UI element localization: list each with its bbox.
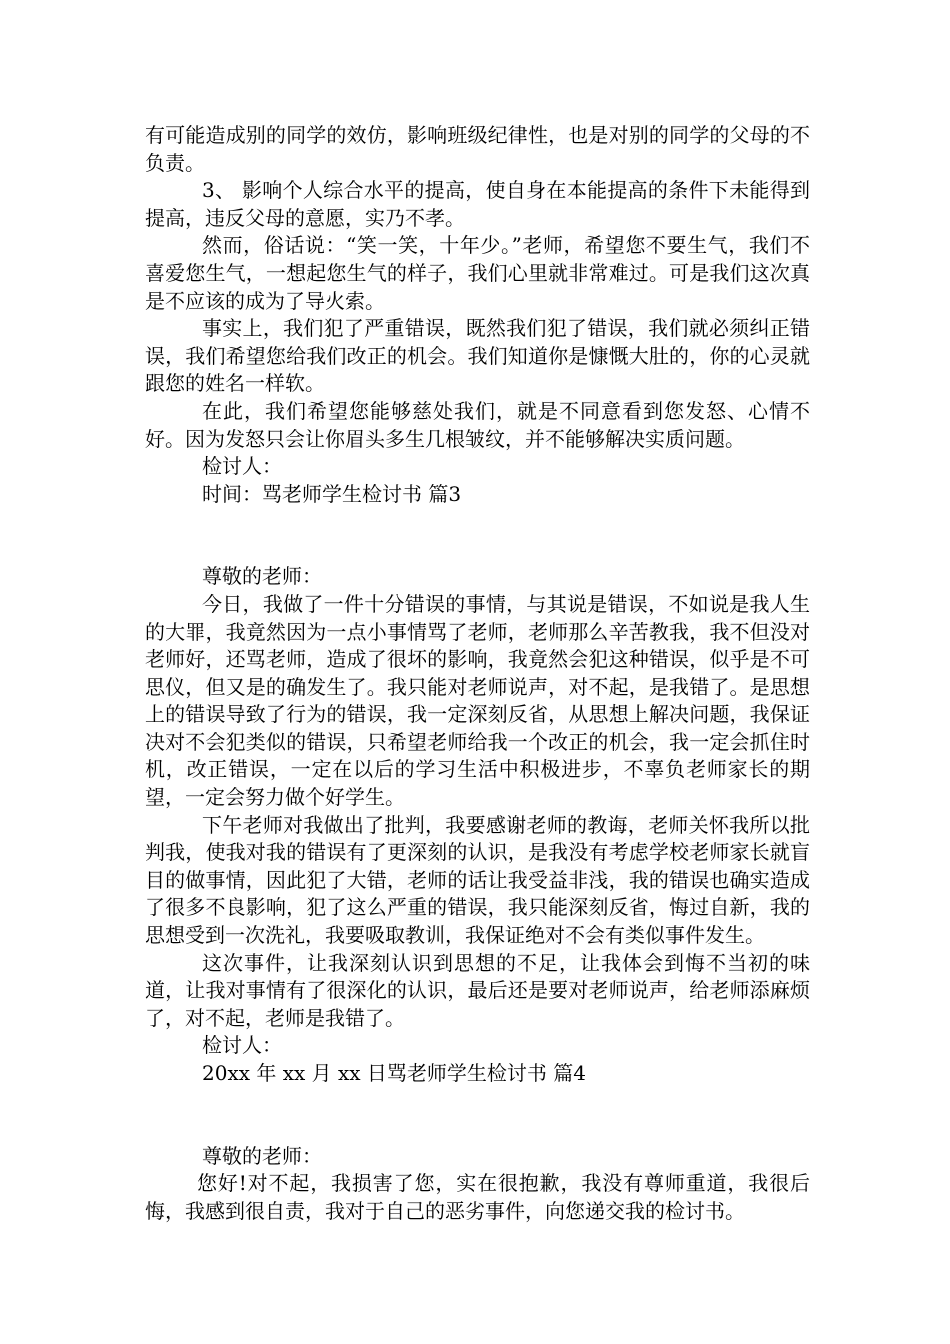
paragraph-in-fact: 事实上，我们犯了严重错误，既然我们犯了错误，我们就必须纠正错误，我们希望您给我们改正的机会。我们知道你是慷慨大肚的，你的心灵就跟您的姓名一样软。 xyxy=(145,316,810,396)
paragraph-afternoon: 下午老师对我做出了批判，我要感谢老师的教诲，老师关怀我所以批判我，使我对我的错误有了更深刻的认识，是我没有考虑学校老师家长就盲目的做事情，因此犯了大错，老师的话让我受益非浅，我的错误也确实造成了很多不良影响，犯了这么严重的错误，我只能深刻反省，悔过自新，我的思想受到一次洗礼，我要吸取教训，我保证绝对不会有类似事件发生。 xyxy=(145,812,810,948)
signature-reviewer: 检讨人： xyxy=(202,1033,282,1058)
section-heading-4: 20xx 年 xx 月 xx 日骂老师学生检讨书 篇4 xyxy=(202,1061,586,1085)
paragraph-hereby: 在此，我们希望您能够慈处我们，就是不同意看到您发怒、心情不好。因为发怒只会让你眉头多生几根皱纹，并不能够解决实质问题。 xyxy=(145,398,810,451)
section-gap xyxy=(145,1088,810,1143)
section-gap xyxy=(145,508,810,563)
salutation: 尊敬的老师： xyxy=(202,564,322,589)
paragraph-this-event: 这次事件，让我深刻认识到思想的不足，让我体会到悔不当初的味道，让我对事情有了很深化的认识，最后还是要对老师说声，给老师添麻烦了，对不起，老师是我错了。 xyxy=(145,950,810,1030)
paragraph-greeting: 您好!对不起，我损害了您，实在很抱歉，我没有尊师重道，我很后悔，我感到很自责，我对于自己的恶劣事件，向您递交我的检讨书。 xyxy=(145,1171,810,1223)
paragraph-today: 今日，我做了一件十分错误的事情，与其说是错误，不如说是我人生的大罪，我竟然因为一点小事情骂了老师，老师那么辛苦教我，我不但没对老师好，还骂老师，造成了很坏的影响，我竟然会犯这种错误，似乎是不可思仪，但又是的确发生了。我只能对老师说声，对不起，是我错了。是思想上的错误导致了行为的错误，我一定深刻反省，从思想上解决问题，我保证决对不会犯类似的错误，只希望老师给我一个改正的机会，我一定会抓住时机，改正错误，一定在以后的学习生活中积极进步，不辜负老师家长的期望，一定会努力做个好学生。 xyxy=(145,591,810,810)
paragraph-point-3: 3、 影响个人综合水平的提高，使自身在本能提高的条件下未能得到提高，违反父母的意愿，实乃不孝。 xyxy=(145,178,810,230)
paragraph-influence-classmates: 有可能造成别的同学的效仿，影响班级纪律性，也是对别的同学的父母的不负责。 xyxy=(145,123,810,175)
document-body xyxy=(145,122,810,1225)
salutation: 尊敬的老师： xyxy=(202,1143,322,1168)
paragraph-however: 然而，俗话说：“笑一笑，十年少。”老师，希望您不要生气，我们不喜爱您生气，一想起您生气的样子，我们心里就非常难过。可是我们这次真是不应该的成为了导火索。 xyxy=(145,233,810,313)
signature-reviewer: 检讨人： xyxy=(202,454,282,479)
section-heading-3: 时间：骂老师学生检讨书 篇3 xyxy=(202,481,462,506)
